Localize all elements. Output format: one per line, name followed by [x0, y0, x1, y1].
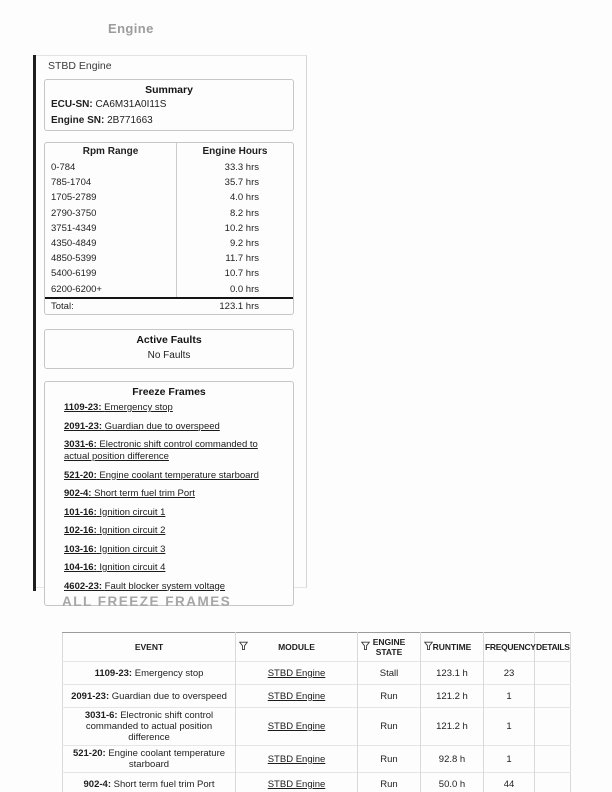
freeze-frame-link[interactable]: [64, 470, 259, 481]
fault-code: 104-16:: [64, 562, 97, 573]
all-freeze-frames-table: [62, 632, 571, 792]
module-link[interactable]: STBD Engine: [267, 753, 326, 765]
total-label: Total:: [51, 300, 74, 312]
fault-description: Ignition circuit 1: [99, 506, 166, 518]
engine-state-column-label: ENGINE STATE: [372, 637, 406, 657]
engine-state-column-header: [358, 633, 421, 662]
details-cell: [535, 746, 571, 773]
module-column-label: MODULE: [278, 642, 315, 652]
fault-description: Guardian due to overspeed: [104, 420, 220, 432]
module-cell: [236, 662, 358, 685]
fault-description: Electronic shift control commanded to actual position difference: [64, 439, 258, 462]
fault-code: 103-16:: [64, 543, 97, 555]
engine-hours-cell: 8.2 hrs: [176, 206, 293, 221]
rpm-table-row: [45, 282, 293, 297]
engine-hours-cell: 4.0 hrs: [176, 190, 293, 205]
table-header-row: [63, 633, 571, 662]
rpm-table-row: [45, 266, 293, 281]
engine-hours-header: Engine Hours: [176, 143, 293, 160]
module-link[interactable]: STBD Engine: [267, 778, 326, 790]
details-cell: [535, 708, 571, 746]
fault-code: 4602-23:: [64, 580, 103, 592]
event-description: Electronic shift control commanded to actual position difference: [85, 710, 214, 743]
details-column-header: DETAILS: [535, 633, 571, 662]
rpm-table-row: [45, 251, 293, 266]
rpm-range-cell: 785-1704: [51, 177, 92, 189]
module-link[interactable]: STBD Engine: [267, 667, 326, 679]
rpm-range-cell: 5400-6199: [51, 268, 97, 280]
freeze-frame-link[interactable]: [64, 544, 165, 555]
engine-hours-cell: 33.3 hrs: [176, 160, 293, 175]
frequency-cell: 23: [484, 662, 535, 685]
rpm-table-row: [45, 236, 293, 251]
freeze-frame-link[interactable]: [64, 421, 220, 432]
details-cell: [535, 773, 571, 792]
module-cell: [236, 708, 358, 746]
table-row: [63, 708, 571, 746]
table-row: [63, 746, 571, 773]
runtime-column-label: RUNTIME: [432, 642, 472, 652]
freeze-frames-box: [44, 381, 294, 606]
module-cell: [236, 773, 358, 792]
page-title: Engine: [108, 21, 154, 36]
freeze-frames-list: [45, 402, 293, 593]
fault-code: 2091-23:: [64, 420, 103, 432]
module-cell: [236, 746, 358, 773]
event-cell: [63, 708, 236, 746]
module-link[interactable]: STBD Engine: [267, 690, 326, 702]
engine-hours-cell: 10.2 hrs: [176, 221, 293, 236]
event-cell: [63, 746, 236, 773]
event-code: 902-4:: [83, 778, 111, 790]
rpm-total-row: [45, 297, 293, 314]
rpm-range-header: Rpm Range: [82, 146, 139, 157]
fault-code: 1109-23:: [64, 402, 102, 413]
frequency-cell: 1: [484, 685, 535, 708]
event-code: 3031-6:: [84, 710, 118, 721]
event-code: 521-20:: [72, 748, 106, 759]
filter-icon[interactable]: [361, 642, 370, 653]
event-cell: [63, 662, 236, 685]
module-cell: [236, 685, 358, 708]
fault-description: Fault blocker system voltage: [104, 580, 226, 592]
active-faults-box: [44, 329, 294, 369]
table-row: [63, 685, 571, 708]
engine-hours-cell: 9.2 hrs: [176, 236, 293, 251]
event-cell: [63, 685, 236, 708]
details-cell: [535, 685, 571, 708]
fault-code: 101-16:: [64, 506, 97, 518]
runtime-cell: 121.2 h: [421, 708, 484, 746]
engine-panel: [36, 55, 307, 592]
rpm-range-cell: 6200-6200+: [51, 283, 102, 295]
fault-code: 521-20:: [64, 469, 97, 481]
freeze-frame-link[interactable]: [64, 562, 165, 573]
fault-description: Short term fuel trim Port: [94, 488, 195, 499]
frequency-column-header: FREQUENCY: [484, 633, 535, 662]
event-description: Short term fuel trim Port: [113, 778, 215, 790]
rpm-range-cell: 1705-2789: [51, 192, 97, 204]
freeze-frame-link[interactable]: [64, 581, 225, 592]
frequency-cell: 44: [484, 773, 535, 792]
freeze-frame-link[interactable]: [64, 507, 165, 518]
table-row: [63, 773, 571, 792]
event-cell: [63, 773, 236, 792]
all-freeze-frames-heading: ALL FREEZE FRAMES: [62, 594, 232, 609]
summary-box: [44, 79, 294, 131]
rpm-table-row: [45, 206, 293, 221]
fault-description: Ignition circuit 2: [99, 525, 166, 536]
rpm-range-cell: 4350-4849: [51, 237, 97, 249]
engine-section-label: STBD Engine: [48, 60, 112, 72]
summary-field: [45, 96, 293, 112]
engine-state-cell: Stall: [358, 662, 421, 685]
rpm-range-cell: 0-784: [51, 162, 76, 173]
rpm-table-header: [45, 143, 293, 160]
fault-description: Ignition circuit 4: [99, 562, 166, 573]
field-label: Engine SN:: [51, 115, 105, 126]
runtime-cell: 92.8 h: [421, 746, 484, 773]
rpm-table-row: [45, 221, 293, 236]
event-description: Engine coolant temperature starboard: [108, 748, 226, 770]
freeze-frame-link[interactable]: [64, 439, 258, 462]
engine-hours-cell: 11.7 hrs: [176, 251, 293, 266]
rpm-range-cell: 2790-3750: [51, 207, 97, 219]
rpm-range-cell: 4850-5399: [51, 253, 97, 265]
summary-field: [45, 112, 293, 128]
event-description: Emergency stop: [134, 667, 204, 679]
engine-state-cell: Run: [358, 708, 421, 746]
freeze-frame-item: [64, 488, 283, 500]
filter-icon[interactable]: [424, 642, 433, 653]
module-column-header: [236, 633, 358, 662]
freeze-frame-link[interactable]: [64, 525, 165, 536]
engine-state-cell: Run: [358, 773, 421, 792]
event-column-header: EVENT: [134, 642, 164, 652]
filter-icon[interactable]: [239, 642, 248, 653]
fault-description: Emergency stop: [104, 402, 173, 413]
module-link[interactable]: STBD Engine: [267, 721, 326, 732]
freeze-frame-item: [64, 544, 283, 556]
rpm-table-row: [45, 190, 293, 205]
freeze-frame-item: [64, 525, 283, 537]
runtime-cell: 50.0 h: [421, 773, 484, 792]
field-value: 2B771663: [107, 115, 153, 126]
runtime-cell: 123.1 h: [421, 662, 484, 685]
total-value: 123.1 hrs: [219, 300, 259, 312]
freeze-frame-item: [64, 507, 283, 519]
frequency-cell: 1: [484, 708, 535, 746]
engine-hours-cell: 0.0 hrs: [176, 282, 293, 297]
field-value: CA6M31A0I11S: [95, 99, 167, 110]
details-cell: [535, 662, 571, 685]
fault-description: Engine coolant temperature starboard: [99, 469, 259, 481]
freeze-frame-link[interactable]: [64, 488, 195, 499]
engine-state-cell: Run: [358, 746, 421, 773]
event-code: 2091-23:: [71, 690, 110, 702]
freeze-frame-item: [64, 562, 283, 574]
freeze-frames-title: Freeze Frames: [132, 386, 206, 398]
fault-code: 902-4:: [64, 488, 92, 499]
active-faults-title: Active Faults: [136, 334, 202, 346]
field-label: ECU-SN:: [51, 99, 93, 110]
engine-hours-cell: 10.7 hrs: [176, 266, 293, 281]
fault-code: 3031-6:: [64, 439, 97, 450]
active-faults-status: No Faults: [147, 350, 191, 361]
freeze-frame-item: [64, 402, 283, 414]
freeze-frame-item: [64, 439, 283, 463]
engine-hours-cell: 35.7 hrs: [176, 175, 293, 190]
engine-state-cell: Run: [358, 685, 421, 708]
freeze-frame-item: [64, 421, 283, 433]
rpm-range-cell: 3751-4349: [51, 222, 97, 234]
event-description: Guardian due to overspeed: [111, 690, 227, 702]
rpm-hours-table: [44, 142, 294, 315]
rpm-table-row: [45, 175, 293, 190]
fault-code: 102-16:: [64, 525, 97, 536]
frequency-cell: 1: [484, 746, 535, 773]
summary-title: Summary: [145, 84, 193, 96]
event-code: 1109-23:: [94, 667, 133, 679]
freeze-frame-item: [64, 470, 283, 482]
runtime-column-header: [421, 633, 484, 662]
table-row: [63, 662, 571, 685]
rpm-table-row: [45, 160, 293, 175]
freeze-frame-item: [64, 581, 283, 593]
freeze-frame-link[interactable]: [64, 402, 173, 413]
runtime-cell: 121.2 h: [421, 685, 484, 708]
fault-description: Ignition circuit 3: [99, 543, 166, 555]
